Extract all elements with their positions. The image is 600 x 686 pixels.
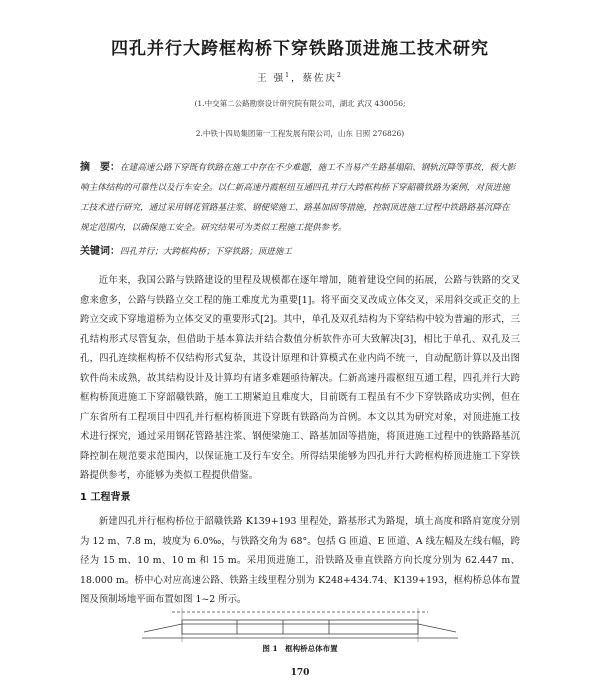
- author-2-mark: 2: [337, 71, 343, 79]
- abstract: [80, 158, 516, 238]
- author-2-name: 蔡佐庆: [302, 73, 338, 84]
- embankment-outline: [144, 624, 456, 632]
- author-separator: ，: [291, 73, 303, 84]
- keywords: [80, 242, 516, 257]
- abstract-label: 摘 要：: [80, 162, 120, 173]
- author-line: [0, 70, 600, 84]
- keywords-text: 四孔并行；大跨框构桥；下穿铁路；顶进施工: [120, 247, 292, 257]
- figure-caption: 图 1 框构桥总体布置: [262, 644, 338, 653]
- section-heading: 1 工程背景: [80, 492, 131, 503]
- affiliation-1: (1.中交第二公路勘察设计研究院有限公司，湖北 武汉 430056;: [194, 99, 406, 108]
- paper-title: 四孔并行大跨框构桥下穿铁路顶进施工技术研究: [111, 39, 489, 59]
- bridge-layout-figure: [142, 602, 458, 644]
- page-number: 170: [290, 668, 310, 678]
- frame-bridge-body: [182, 620, 418, 634]
- keywords-label: 关键词：: [80, 246, 120, 257]
- author-1-mark: 1: [285, 71, 291, 79]
- author-1-name: 王 强: [257, 73, 286, 84]
- abstract-text: 在建高速公路下穿既有铁路在施工中存在不少难题，施工不当易产生路基塌陷、钢轨沉降等事故，极大影响主体结构的可靠性以及行车安全。以仁新高速丹霞枢纽互通四孔并行大跨框构桥下穿韶赣铁路为案例，对顶进施工技术进行研究，通过采用钢花管路基注浆、钢便梁施工、路基加固等措施，控制顶进施工过程中铁路路基沉降在规定范围内，以确保施工安全。研究结果可为类似工程施工提供参考。: [80, 163, 516, 233]
- intro-paragraph: 近年来，我国公路与铁路建设的里程及规模都在逐年增加，随着建设空间的拓展，公路与铁路的交叉愈来愈多，公路与铁路立交工程的施工难度尤为重要[1]。将平面交叉改成立体交叉，采用斜交或正交的上跨立交或下穿地道桥为立体交叉的重要形式[2]。其中，单孔及双孔结构为下穿结构中较为普遍的形式，三孔结构形式尽管复杂，但借助于基本算法并结合数值分析软件亦可大致解决[3]，相比于单孔、双孔及三孔，四孔连续框构桥不仅结构形式复杂，其设计原理和计算模式在业内尚不统一，自动配筋计算以及出图软件尚未成熟，故其结构设计及计算均有诸多难题亟待解决。仁新高速丹霞枢纽互通工程，四孔并行大跨框构桥顶进施工下穿韶赣铁路，施工工期紧迫且难度大，目前既有工程虽有不少下穿铁路成功实例，但在广东省所有工程项目中四孔并行框构桥顶进下穿既有铁路尚为首例。本文以其为研究对象，对顶进施工技术进行探究，通过采用钢花管路基注浆、钢便梁施工、路基加固等措施，将顶进施工过程中的铁路路基沉降控制在规范要求范围内，以保证施工及行车安全。所得结果能够为四孔并行大跨框构桥顶进施工下穿铁路提供参考，亦能够为类似工程提供借鉴。: [80, 275, 520, 481]
- affiliation-2: 2.中铁十四局集团第一工程发展有限公司，山东 日照 276826): [195, 129, 405, 138]
- section-paragraph: 新建四孔并行框构桥位于韶赣铁路 K139+193 里程处，路基形式为路堤，填土高度和路肩宽度分别为 12 m、7.8 m，坡度为 6.0‰，与铁路交角为 68°。包括 G 匝道、E 匝道、A 线左幅及左线右幅，跨径为 15 m、10 m、10 m 和 15 m。采用顶进施工，沿铁路及垂直铁路方向长度分别为 62.447 m、18.000 m。桥中心对应高速公路、铁路主线里程分别为 K248+434.74、K139+193，框构桥总体布置图及预制场地平面布置如图 1~2 所示。: [80, 516, 520, 605]
